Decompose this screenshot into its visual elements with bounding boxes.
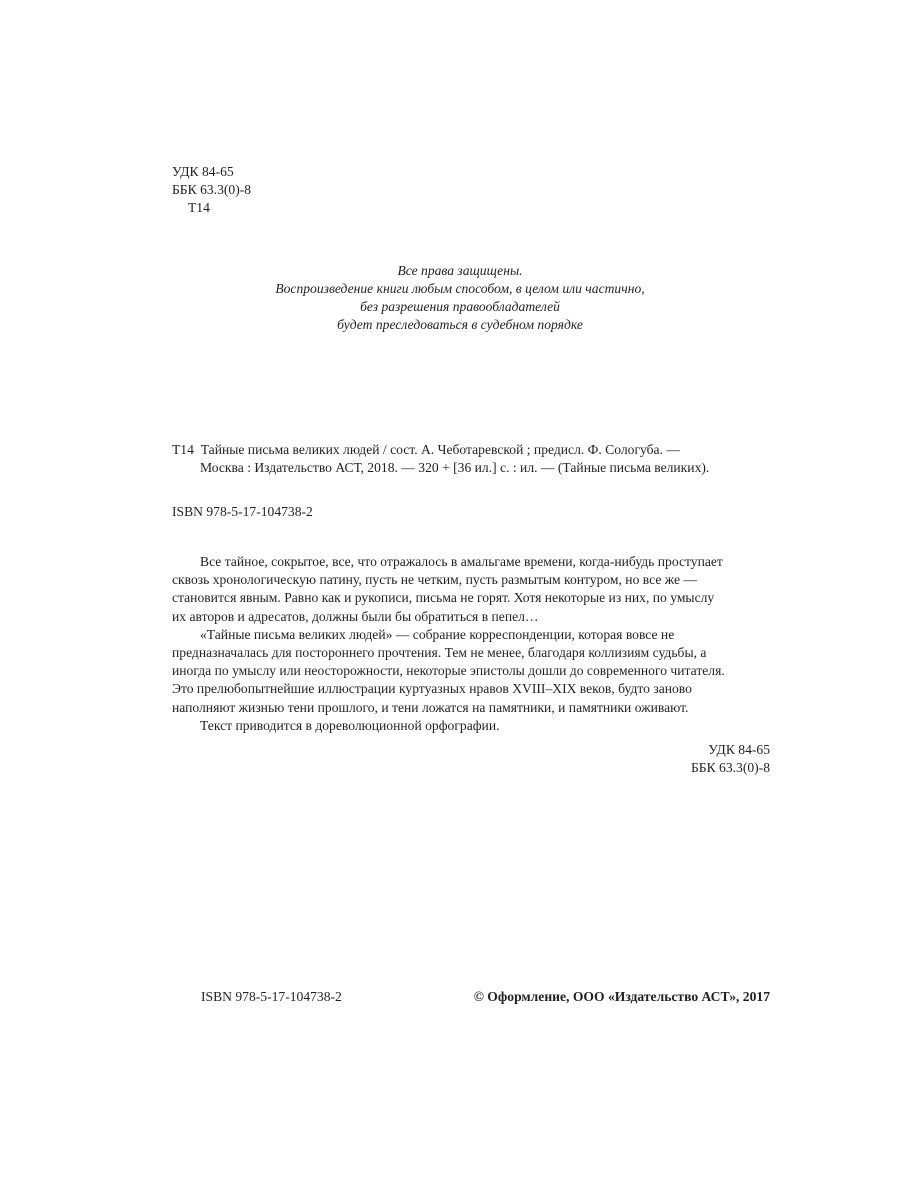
footer-copyright: © Оформление, ООО «Издательство АСТ», 2017 bbox=[473, 989, 770, 1004]
annotation-line: их авторов и адресатов, должны были бы обратиться в пепел… bbox=[172, 608, 539, 624]
annotation bbox=[172, 553, 770, 735]
annotation-line: Все тайное, сокрытое, все, что отражалось в амальгаме времени, когда-нибудь проступает bbox=[200, 554, 723, 569]
annotation-line: иногда по умыслу или неосторожности, некоторые эпистолы дошли до современного читателя. bbox=[172, 663, 725, 679]
annotation-paragraph-3: Текст приводится в дореволюционной орфографии. bbox=[200, 717, 500, 733]
classification-block-right bbox=[570, 741, 770, 777]
annotation-line: становится явным. Равно как и рукописи, письма не горят. Хотя некоторые из них, по умыслу bbox=[172, 590, 715, 606]
bibliographic-record bbox=[172, 441, 709, 477]
annotation-line: предназначалась для постороннего прочтения. Тем не менее, благодаря коллизиям судьбы, а bbox=[172, 645, 707, 661]
udk-code: УДК 84-65 bbox=[708, 742, 770, 757]
biblio-line-2: Москва : Издательство АСТ, 2018. — 320 + [36 ил.] с. : ил. — (Тайные письма великих). bbox=[200, 460, 710, 475]
annotation-line: «Тайные письма великих людей» — собрание корреспонденции, которая вовсе не bbox=[200, 626, 675, 642]
bbk-code: ББК 63.3(0)-8 bbox=[690, 760, 770, 775]
annotation-line: сквозь хронологическую патину, пусть не четким, пусть размытым контуром, но все же — bbox=[172, 572, 697, 588]
annotation-paragraph-2 bbox=[172, 626, 770, 717]
udk-code: УДК 84-65 bbox=[172, 164, 234, 179]
rights-line: будет преследоваться в судебном порядке bbox=[337, 317, 583, 332]
annotation-line: наполняют жизнью тени прошлого, и тени ложатся на памятники, и памятники оживают. bbox=[172, 699, 689, 715]
rights-line: без разрешения правообладателей bbox=[360, 299, 560, 314]
annotation-paragraph-1 bbox=[172, 553, 770, 626]
rights-line: Все права защищены. bbox=[397, 263, 523, 278]
isbn: ISBN 978-5-17-104738-2 bbox=[172, 504, 313, 519]
classification-block bbox=[172, 163, 251, 217]
footer-isbn: ISBN 978-5-17-104738-2 bbox=[201, 989, 342, 1004]
annotation-line: Это прелюбопытнейшие иллюстрации куртуазных нравов XVIII–XIX веков, будто заново bbox=[172, 681, 692, 697]
rights-notice bbox=[150, 262, 770, 334]
rights-line: Воспроизведение книги любым способом, в целом или частично, bbox=[275, 281, 645, 296]
biblio-line-1: Т14 Тайные письма великих людей / сост. А. Чеботаревской ; предисл. Ф. Сологуба. — bbox=[172, 442, 680, 457]
author-mark: Т14 bbox=[188, 200, 210, 215]
bbk-code: ББК 63.3(0)-8 bbox=[172, 182, 252, 197]
